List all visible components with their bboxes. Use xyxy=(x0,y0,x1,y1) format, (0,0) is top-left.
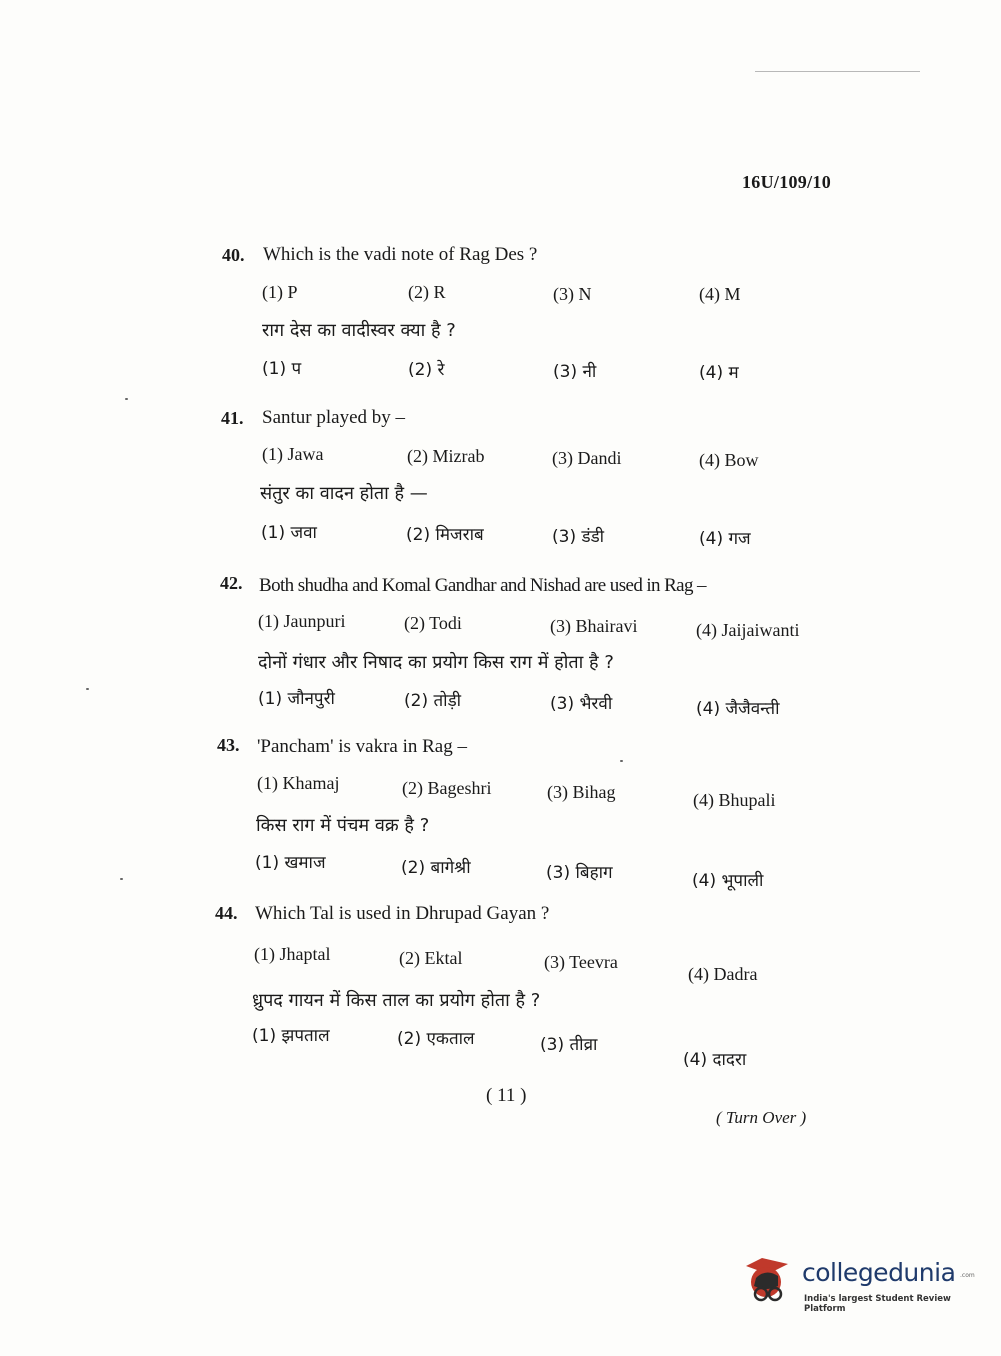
option-2: (2) Todi xyxy=(404,613,462,633)
question-number: 44. xyxy=(215,903,238,923)
hindi-option-3: (3) भैरवी xyxy=(550,694,613,714)
option-3: (3) Dandi xyxy=(552,448,622,468)
scan-speck xyxy=(86,688,89,690)
hindi-option-1: (1) प xyxy=(262,359,302,379)
hindi-option-2: (2) मिजराब xyxy=(406,525,484,545)
scan-speck xyxy=(125,398,128,400)
hindi-question-text: ध्रुपद गायन में किस ताल का प्रयोग होता है ? xyxy=(252,990,541,1011)
option-2: (2) Bageshri xyxy=(402,778,492,798)
option-4: (4) M xyxy=(699,284,741,304)
scan-speck xyxy=(620,760,623,762)
hindi-option-2: (2) तोड़ी xyxy=(404,691,462,711)
hindi-option-1: (1) जवा xyxy=(261,523,317,543)
option-4: (4) Bow xyxy=(699,450,759,470)
option-1: (1) Jhaptal xyxy=(254,944,331,964)
option-4: (4) Jaijaiwanti xyxy=(696,620,800,640)
hindi-option-4: (4) म xyxy=(699,363,739,383)
option-1: (1) P xyxy=(262,282,298,302)
question-text: Santur played by – xyxy=(262,407,406,428)
question-number: 41. xyxy=(221,408,244,428)
hindi-option-1: (1) झपताल xyxy=(252,1026,330,1046)
hindi-option-4: (4) जैजैवन्ती xyxy=(696,699,780,719)
hindi-option-2: (2) बागेश्री xyxy=(401,858,471,878)
option-1: (1) Khamaj xyxy=(257,773,340,793)
brand-suffix: .com xyxy=(960,1272,975,1279)
hindi-option-2: (2) रे xyxy=(408,360,445,380)
hindi-option-1: (1) खमाज xyxy=(255,853,326,873)
option-1: (1) Jaunpuri xyxy=(258,611,346,631)
hindi-option-3: (3) बिहाग xyxy=(546,863,613,883)
page-number: ( 11 ) xyxy=(486,1085,527,1106)
option-1: (1) Jawa xyxy=(262,444,324,464)
option-2: (2) R xyxy=(408,282,446,302)
hindi-option-4: (4) दादरा xyxy=(683,1050,747,1070)
hindi-option-3: (3) तीव्रा xyxy=(540,1035,598,1055)
hindi-option-3: (3) नी xyxy=(553,362,597,382)
brand-name: collegedunia xyxy=(802,1258,956,1287)
hindi-option-4: (4) भूपाली xyxy=(692,871,764,891)
option-2: (2) Ektal xyxy=(399,948,463,968)
option-3: (3) Bhairavi xyxy=(550,616,638,636)
question-number: 43. xyxy=(217,735,240,755)
hindi-option-2: (2) एकताल xyxy=(397,1029,475,1049)
question-text: Which is the vadi note of Rag Des ? xyxy=(263,244,538,265)
top-rule xyxy=(755,71,920,72)
option-4: (4) Bhupali xyxy=(693,790,776,810)
hindi-option-3: (3) डंडी xyxy=(552,527,605,547)
question-text: 'Pancham' is vakra in Rag – xyxy=(257,736,467,757)
option-3: (3) Teevra xyxy=(544,952,618,972)
option-2: (2) Mizrab xyxy=(407,446,485,466)
brand-tagline: India's largest Student Review Platform xyxy=(804,1294,951,1314)
hindi-question-text: दोनों गंधार और निषाद का प्रयोग किस राग में होता है ? xyxy=(258,652,614,673)
hindi-question-text: किस राग में पंचम वक्र है ? xyxy=(256,815,430,836)
option-4: (4) Dadra xyxy=(688,964,758,984)
paper-code: 16U/109/10 xyxy=(742,172,832,192)
question-text: Which Tal is used in Dhrupad Gayan ? xyxy=(255,903,550,924)
graduate-mascot-icon xyxy=(742,1252,798,1308)
question-number: 42. xyxy=(220,573,243,593)
hindi-question-text: संतुर का वादन होता है — xyxy=(260,483,428,504)
question-text: Both shudha and Komal Gandhar and Nishad are used in Rag – xyxy=(259,575,706,596)
hindi-option-4: (4) गज xyxy=(699,529,751,549)
question-number: 40. xyxy=(222,245,245,265)
option-3: (3) N xyxy=(553,284,592,304)
hindi-question-text: राग देस का वादीस्वर क्या है ? xyxy=(262,320,456,341)
scan-speck xyxy=(120,878,123,880)
turn-over-note: ( Turn Over ) xyxy=(716,1108,807,1127)
hindi-option-1: (1) जौनपुरी xyxy=(258,689,335,709)
collegedunia-watermark xyxy=(742,1250,975,1320)
option-3: (3) Bihag xyxy=(547,782,616,802)
